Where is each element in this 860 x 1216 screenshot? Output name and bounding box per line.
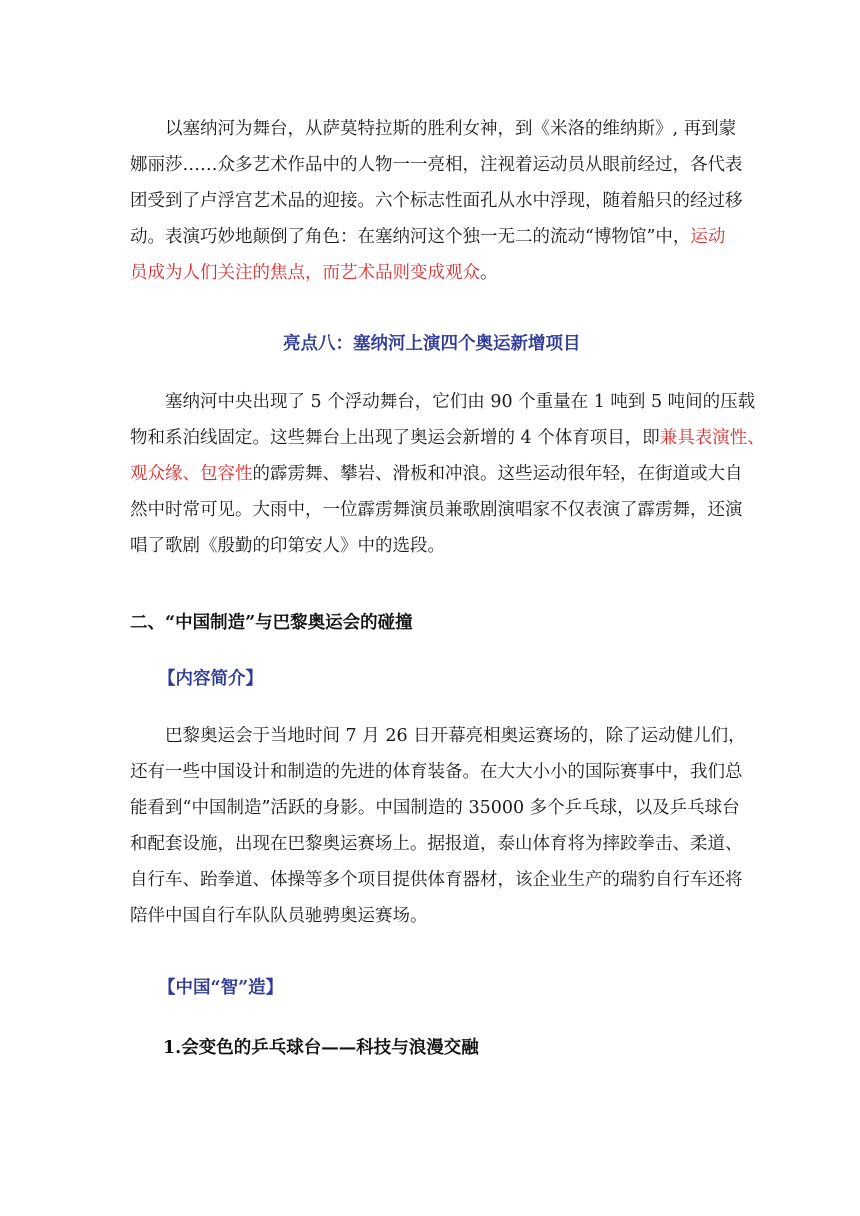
paragraph-floating-stages (130, 384, 765, 564)
text-line (130, 219, 730, 255)
text-line: 巴黎奥运会于当地时间 7 月 26 日开幕亮相奥运赛场的，除了运动健儿们， (165, 726, 746, 746)
section-two-heading: 二、“中国制造”与巴黎奥运会的碰撞 (130, 613, 413, 633)
paragraph-made-in-china (130, 718, 746, 934)
text-line: 还有一些中国设计和制造的先进的体育装备。在大大小小的国际赛事中，我们总 (130, 762, 743, 782)
highlighted-text: 观众缘、包容性 (130, 464, 253, 484)
highlighted-text: 员成为人们关注的焦点，而艺术品则变成观众 (130, 263, 480, 283)
text-segment: 动。表演巧妙地颠倒了角色：在塞纳河这个独一无二的流动“博物馆”中， (130, 227, 691, 247)
paragraph-louvre (130, 111, 743, 291)
text-segment: 的霹雳舞、攀岩、滑板和冲浪。这些运动很年轻，在街道或大自 (252, 464, 743, 484)
text-line: 自行车、跆拳道、体操等多个项目提供体育器材，该企业生产的瑞豹自行车还将 (130, 870, 743, 890)
text-line: 能看到“中国制造”活跃的身影。中国制造的 35000 多个乒乓球，以及乒乓球台 (130, 798, 740, 818)
text-line: 和配套设施，出现在巴黎奥运赛场上。据报道，泰山体育将为摔跤拳击、柔道、 (130, 834, 743, 854)
text-line: 陪伴中国自行车队队员驰骋奥运赛场。 (130, 906, 428, 926)
item-one-heading: 1.会变色的乒乓球台——科技与浪漫交融 (163, 1038, 479, 1058)
text-line (130, 420, 765, 456)
text-line: 然中时常可见。大雨中，一位霹雳舞演员兼歌剧演唱家不仅表演了霹雳舞，还演 (130, 500, 743, 520)
text-line: 塞纳河中央出现了 5 个浮动舞台，它们由 90 个重量在 1 吨到 5 吨间的压载 (165, 392, 756, 412)
content-intro-heading: 【内容简介】 (158, 669, 263, 689)
text-line: 团受到了卢浮宫艺术品的迎接。六个标志性面孔从水中浮现，随着船只的经过移 (130, 191, 743, 211)
text-line (130, 255, 730, 291)
text-segment: 物和系泊线固定。这些舞台上出现了奥运会新增的 4 个体育项目，即 (130, 428, 660, 448)
smart-made-heading: 【中国“智”造】 (158, 978, 284, 998)
highlighted-text: 运动 (690, 227, 726, 247)
highlighted-text: 兼具表演性、 (659, 428, 765, 448)
text-line: 娜丽莎……众多艺术作品中的人物一一亮相，注视着运动员从眼前经过，各代表 (130, 155, 743, 175)
text-line: 唱了歌剧《殷勤的印第安人》中的选段。 (130, 536, 445, 556)
text-line: 以塞纳河为舞台，从萨莫特拉斯的胜利女神，到《米洛的维纳斯》, 再到蒙 (165, 119, 737, 139)
text-line (130, 456, 743, 492)
text-segment: 。 (480, 263, 498, 283)
highlight-eight-heading: 亮点八：塞纳河上演四个奥运新增项目 (283, 334, 581, 354)
